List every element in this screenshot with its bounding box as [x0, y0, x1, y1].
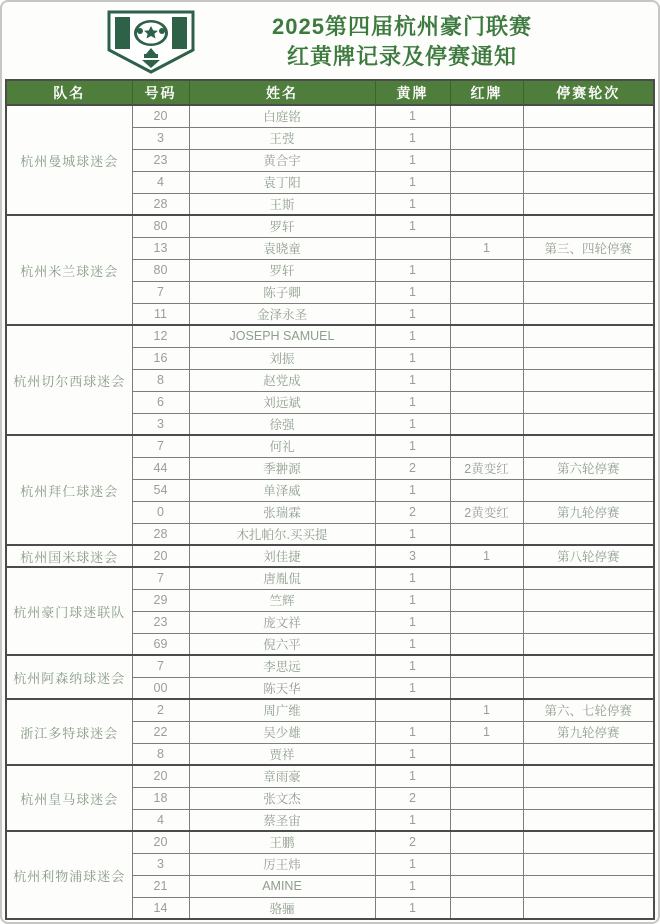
player-name-cell: 徐强: [189, 413, 375, 435]
page-title: [196, 12, 648, 72]
player-name-cell: 贾祥: [189, 743, 375, 765]
red-card-cell: [450, 743, 523, 765]
player-name-cell: 陈子卿: [189, 281, 375, 303]
player-name-cell: 袁晓童: [189, 237, 375, 259]
number-cell: 20: [132, 105, 189, 127]
red-card-cell: [450, 655, 523, 677]
red-card-cell: [450, 171, 523, 193]
yellow-card-cell: 1: [375, 677, 450, 699]
number-cell: 69: [132, 633, 189, 655]
number-cell: 18: [132, 787, 189, 809]
player-name-cell: 王弢: [189, 127, 375, 149]
number-cell: 20: [132, 545, 189, 567]
suspension-cell: 第六轮停赛: [523, 457, 654, 479]
red-card-cell: [450, 567, 523, 589]
suspension-cell: [523, 875, 654, 897]
suspension-cell: [523, 655, 654, 677]
player-name-cell: 蔡圣宙: [189, 809, 375, 831]
number-cell: 28: [132, 523, 189, 545]
suspension-cell: [523, 259, 654, 281]
player-name-cell: 竺辉: [189, 589, 375, 611]
red-card-cell: [450, 677, 523, 699]
number-cell: 7: [132, 435, 189, 457]
player-name-cell: 庞文祥: [189, 611, 375, 633]
yellow-card-cell: 1: [375, 303, 450, 325]
suspension-cell: [523, 787, 654, 809]
red-card-cell: 2黄变红: [450, 501, 523, 523]
table-row: [6, 545, 654, 567]
suspension-cell: [523, 281, 654, 303]
number-cell: 7: [132, 567, 189, 589]
title-line-2: 红黄牌记录及停赛通知: [286, 43, 517, 69]
suspension-cell: [523, 149, 654, 171]
player-name-cell: 刘佳捷: [189, 545, 375, 567]
team-name-cell: 杭州豪门球迷联队: [6, 567, 132, 655]
number-cell: 20: [132, 765, 189, 787]
table-row: [6, 325, 654, 347]
yellow-card-cell: 2: [375, 831, 450, 853]
red-card-cell: 1: [450, 721, 523, 743]
suspension-cell: [523, 105, 654, 127]
suspension-cell: [523, 809, 654, 831]
table-row: [6, 567, 654, 589]
col-header-name: 姓名: [189, 80, 375, 105]
player-name-cell: 罗轩: [189, 215, 375, 237]
number-cell: 23: [132, 611, 189, 633]
records-table: [5, 79, 655, 920]
yellow-card-cell: [375, 699, 450, 721]
yellow-card-cell: 1: [375, 875, 450, 897]
team-name-cell: 杭州切尔西球迷会: [6, 325, 132, 435]
red-card-cell: [450, 105, 523, 127]
yellow-card-cell: 1: [375, 281, 450, 303]
number-cell: 14: [132, 897, 189, 919]
player-name-cell: 刘远斌: [189, 391, 375, 413]
player-name-cell: 骆骊: [189, 897, 375, 919]
number-cell: 29: [132, 589, 189, 611]
red-card-cell: 2黄变红: [450, 457, 523, 479]
yellow-card-cell: 1: [375, 193, 450, 215]
document-header: [2, 2, 658, 79]
player-name-cell: 何礼: [189, 435, 375, 457]
red-card-cell: [450, 633, 523, 655]
suspension-cell: [523, 633, 654, 655]
table-row: [6, 655, 654, 677]
col-header-team: 队名: [6, 80, 132, 105]
red-card-cell: [450, 325, 523, 347]
club-crest-logo: [106, 10, 196, 74]
red-card-cell: [450, 765, 523, 787]
number-cell: 23: [132, 149, 189, 171]
suspension-cell: [523, 413, 654, 435]
suspension-cell: 第三、四轮停赛: [523, 237, 654, 259]
player-name-cell: 木扎帕尔.买买提: [189, 523, 375, 545]
red-card-cell: [450, 391, 523, 413]
player-name-cell: 张瑞霖: [189, 501, 375, 523]
number-cell: 11: [132, 303, 189, 325]
yellow-card-cell: 1: [375, 215, 450, 237]
number-cell: 16: [132, 347, 189, 369]
player-name-cell: 张文杰: [189, 787, 375, 809]
col-header-number: 号码: [132, 80, 189, 105]
red-card-cell: 1: [450, 545, 523, 567]
red-card-cell: 1: [450, 237, 523, 259]
records-table-body: [6, 105, 654, 919]
player-name-cell: 唐胤侃: [189, 567, 375, 589]
yellow-card-cell: 1: [375, 325, 450, 347]
team-name-cell: 杭州利物浦球迷会: [6, 831, 132, 919]
player-name-cell: 金泽永圣: [189, 303, 375, 325]
red-card-cell: [450, 281, 523, 303]
suspension-cell: [523, 215, 654, 237]
number-cell: 3: [132, 413, 189, 435]
player-name-cell: 单泽威: [189, 479, 375, 501]
number-cell: 28: [132, 193, 189, 215]
number-cell: 2: [132, 699, 189, 721]
red-card-cell: 1: [450, 699, 523, 721]
suspension-cell: 第六、七轮停赛: [523, 699, 654, 721]
team-name-cell: 杭州国米球迷会: [6, 545, 132, 567]
number-cell: 12: [132, 325, 189, 347]
suspension-cell: [523, 391, 654, 413]
red-card-cell: [450, 193, 523, 215]
suspension-cell: [523, 325, 654, 347]
yellow-card-cell: 1: [375, 435, 450, 457]
suspension-cell: [523, 127, 654, 149]
suspension-cell: [523, 897, 654, 919]
title-line-1: 2025第四届杭州豪门联赛: [272, 13, 532, 39]
player-name-cell: 吴少雄: [189, 721, 375, 743]
suspension-cell: [523, 743, 654, 765]
red-card-cell: [450, 611, 523, 633]
suspension-cell: [523, 369, 654, 391]
yellow-card-cell: 1: [375, 105, 450, 127]
table-row: [6, 765, 654, 787]
suspension-cell: 第八轮停赛: [523, 545, 654, 567]
yellow-card-cell: 1: [375, 743, 450, 765]
number-cell: 44: [132, 457, 189, 479]
table-row: [6, 435, 654, 457]
yellow-card-cell: 2: [375, 457, 450, 479]
yellow-card-cell: 1: [375, 347, 450, 369]
player-name-cell: 王斯: [189, 193, 375, 215]
suspension-cell: [523, 567, 654, 589]
yellow-card-cell: 2: [375, 787, 450, 809]
player-name-cell: 陈天华: [189, 677, 375, 699]
number-cell: 21: [132, 875, 189, 897]
player-name-cell: 周广维: [189, 699, 375, 721]
red-card-cell: [450, 787, 523, 809]
yellow-card-cell: 1: [375, 413, 450, 435]
red-card-cell: [450, 215, 523, 237]
yellow-card-cell: 1: [375, 809, 450, 831]
yellow-card-cell: 1: [375, 479, 450, 501]
yellow-card-cell: 1: [375, 259, 450, 281]
number-cell: 7: [132, 281, 189, 303]
number-cell: 80: [132, 259, 189, 281]
number-cell: 8: [132, 743, 189, 765]
player-name-cell: 赵党成: [189, 369, 375, 391]
red-card-cell: [450, 303, 523, 325]
suspension-cell: [523, 765, 654, 787]
player-name-cell: 倪六平: [189, 633, 375, 655]
yellow-card-cell: 1: [375, 655, 450, 677]
player-name-cell: 李思远: [189, 655, 375, 677]
red-card-cell: [450, 259, 523, 281]
player-name-cell: AMINE: [189, 875, 375, 897]
yellow-card-cell: 1: [375, 567, 450, 589]
col-header-yellow: 黄牌: [375, 80, 450, 105]
suspension-cell: [523, 677, 654, 699]
red-card-cell: [450, 435, 523, 457]
player-name-cell: 罗轩: [189, 259, 375, 281]
table-row: [6, 105, 654, 127]
player-name-cell: 厉王炜: [189, 853, 375, 875]
yellow-card-cell: 3: [375, 545, 450, 567]
number-cell: 13: [132, 237, 189, 259]
number-cell: 6: [132, 391, 189, 413]
red-card-cell: [450, 347, 523, 369]
number-cell: 3: [132, 853, 189, 875]
red-card-cell: [450, 809, 523, 831]
red-card-cell: [450, 831, 523, 853]
yellow-card-cell: 1: [375, 589, 450, 611]
number-cell: 80: [132, 215, 189, 237]
yellow-card-cell: 1: [375, 369, 450, 391]
player-name-cell: 刘振: [189, 347, 375, 369]
yellow-card-cell: 1: [375, 149, 450, 171]
suspension-cell: [523, 347, 654, 369]
team-name-cell: 浙江多特球迷会: [6, 699, 132, 765]
table-row: [6, 831, 654, 853]
player-name-cell: JOSEPH SAMUEL: [189, 325, 375, 347]
suspension-cell: 第九轮停赛: [523, 721, 654, 743]
suspension-cell: [523, 171, 654, 193]
yellow-card-cell: 1: [375, 633, 450, 655]
number-cell: 00: [132, 677, 189, 699]
player-name-cell: 白庭铭: [189, 105, 375, 127]
number-cell: 4: [132, 171, 189, 193]
yellow-card-cell: 2: [375, 501, 450, 523]
yellow-card-cell: 1: [375, 127, 450, 149]
number-cell: 20: [132, 831, 189, 853]
number-cell: 22: [132, 721, 189, 743]
player-name-cell: 王鹏: [189, 831, 375, 853]
yellow-card-cell: 1: [375, 611, 450, 633]
suspension-cell: [523, 523, 654, 545]
team-name-cell: 杭州米兰球迷会: [6, 215, 132, 325]
suspension-cell: [523, 853, 654, 875]
suspension-cell: [523, 611, 654, 633]
table-row: [6, 215, 654, 237]
player-name-cell: 季翀源: [189, 457, 375, 479]
suspension-cell: [523, 831, 654, 853]
player-name-cell: 袁丁阳: [189, 171, 375, 193]
red-card-cell: [450, 875, 523, 897]
number-cell: 7: [132, 655, 189, 677]
team-name-cell: 杭州拜仁球迷会: [6, 435, 132, 545]
team-name-cell: 杭州阿森纳球迷会: [6, 655, 132, 699]
suspension-cell: [523, 589, 654, 611]
records-table-wrap: [2, 79, 658, 922]
yellow-card-cell: 1: [375, 897, 450, 919]
number-cell: 0: [132, 501, 189, 523]
red-card-cell: [450, 413, 523, 435]
number-cell: 4: [132, 809, 189, 831]
suspension-cell: 第九轮停赛: [523, 501, 654, 523]
suspension-cell: [523, 479, 654, 501]
suspension-cell: [523, 435, 654, 457]
team-name-cell: 杭州曼城球迷会: [6, 105, 132, 215]
red-card-cell: [450, 369, 523, 391]
team-name-cell: 杭州皇马球迷会: [6, 765, 132, 831]
yellow-card-cell: [375, 237, 450, 259]
yellow-card-cell: 1: [375, 523, 450, 545]
yellow-card-cell: 1: [375, 765, 450, 787]
player-name-cell: 章雨豪: [189, 765, 375, 787]
red-card-cell: [450, 589, 523, 611]
red-card-cell: [450, 523, 523, 545]
red-card-cell: [450, 853, 523, 875]
yellow-card-cell: 1: [375, 853, 450, 875]
suspension-cell: [523, 193, 654, 215]
number-cell: 54: [132, 479, 189, 501]
number-cell: 8: [132, 369, 189, 391]
col-header-red: 红牌: [450, 80, 523, 105]
number-cell: 3: [132, 127, 189, 149]
red-card-cell: [450, 149, 523, 171]
table-row: [6, 699, 654, 721]
red-card-cell: [450, 897, 523, 919]
yellow-card-cell: 1: [375, 391, 450, 413]
col-header-suspension: 停赛轮次: [523, 80, 654, 105]
suspension-cell: [523, 303, 654, 325]
yellow-card-cell: 1: [375, 171, 450, 193]
header-row: [6, 80, 654, 105]
yellow-card-cell: 1: [375, 721, 450, 743]
player-name-cell: 黄合宇: [189, 149, 375, 171]
red-card-cell: [450, 127, 523, 149]
red-card-cell: [450, 479, 523, 501]
